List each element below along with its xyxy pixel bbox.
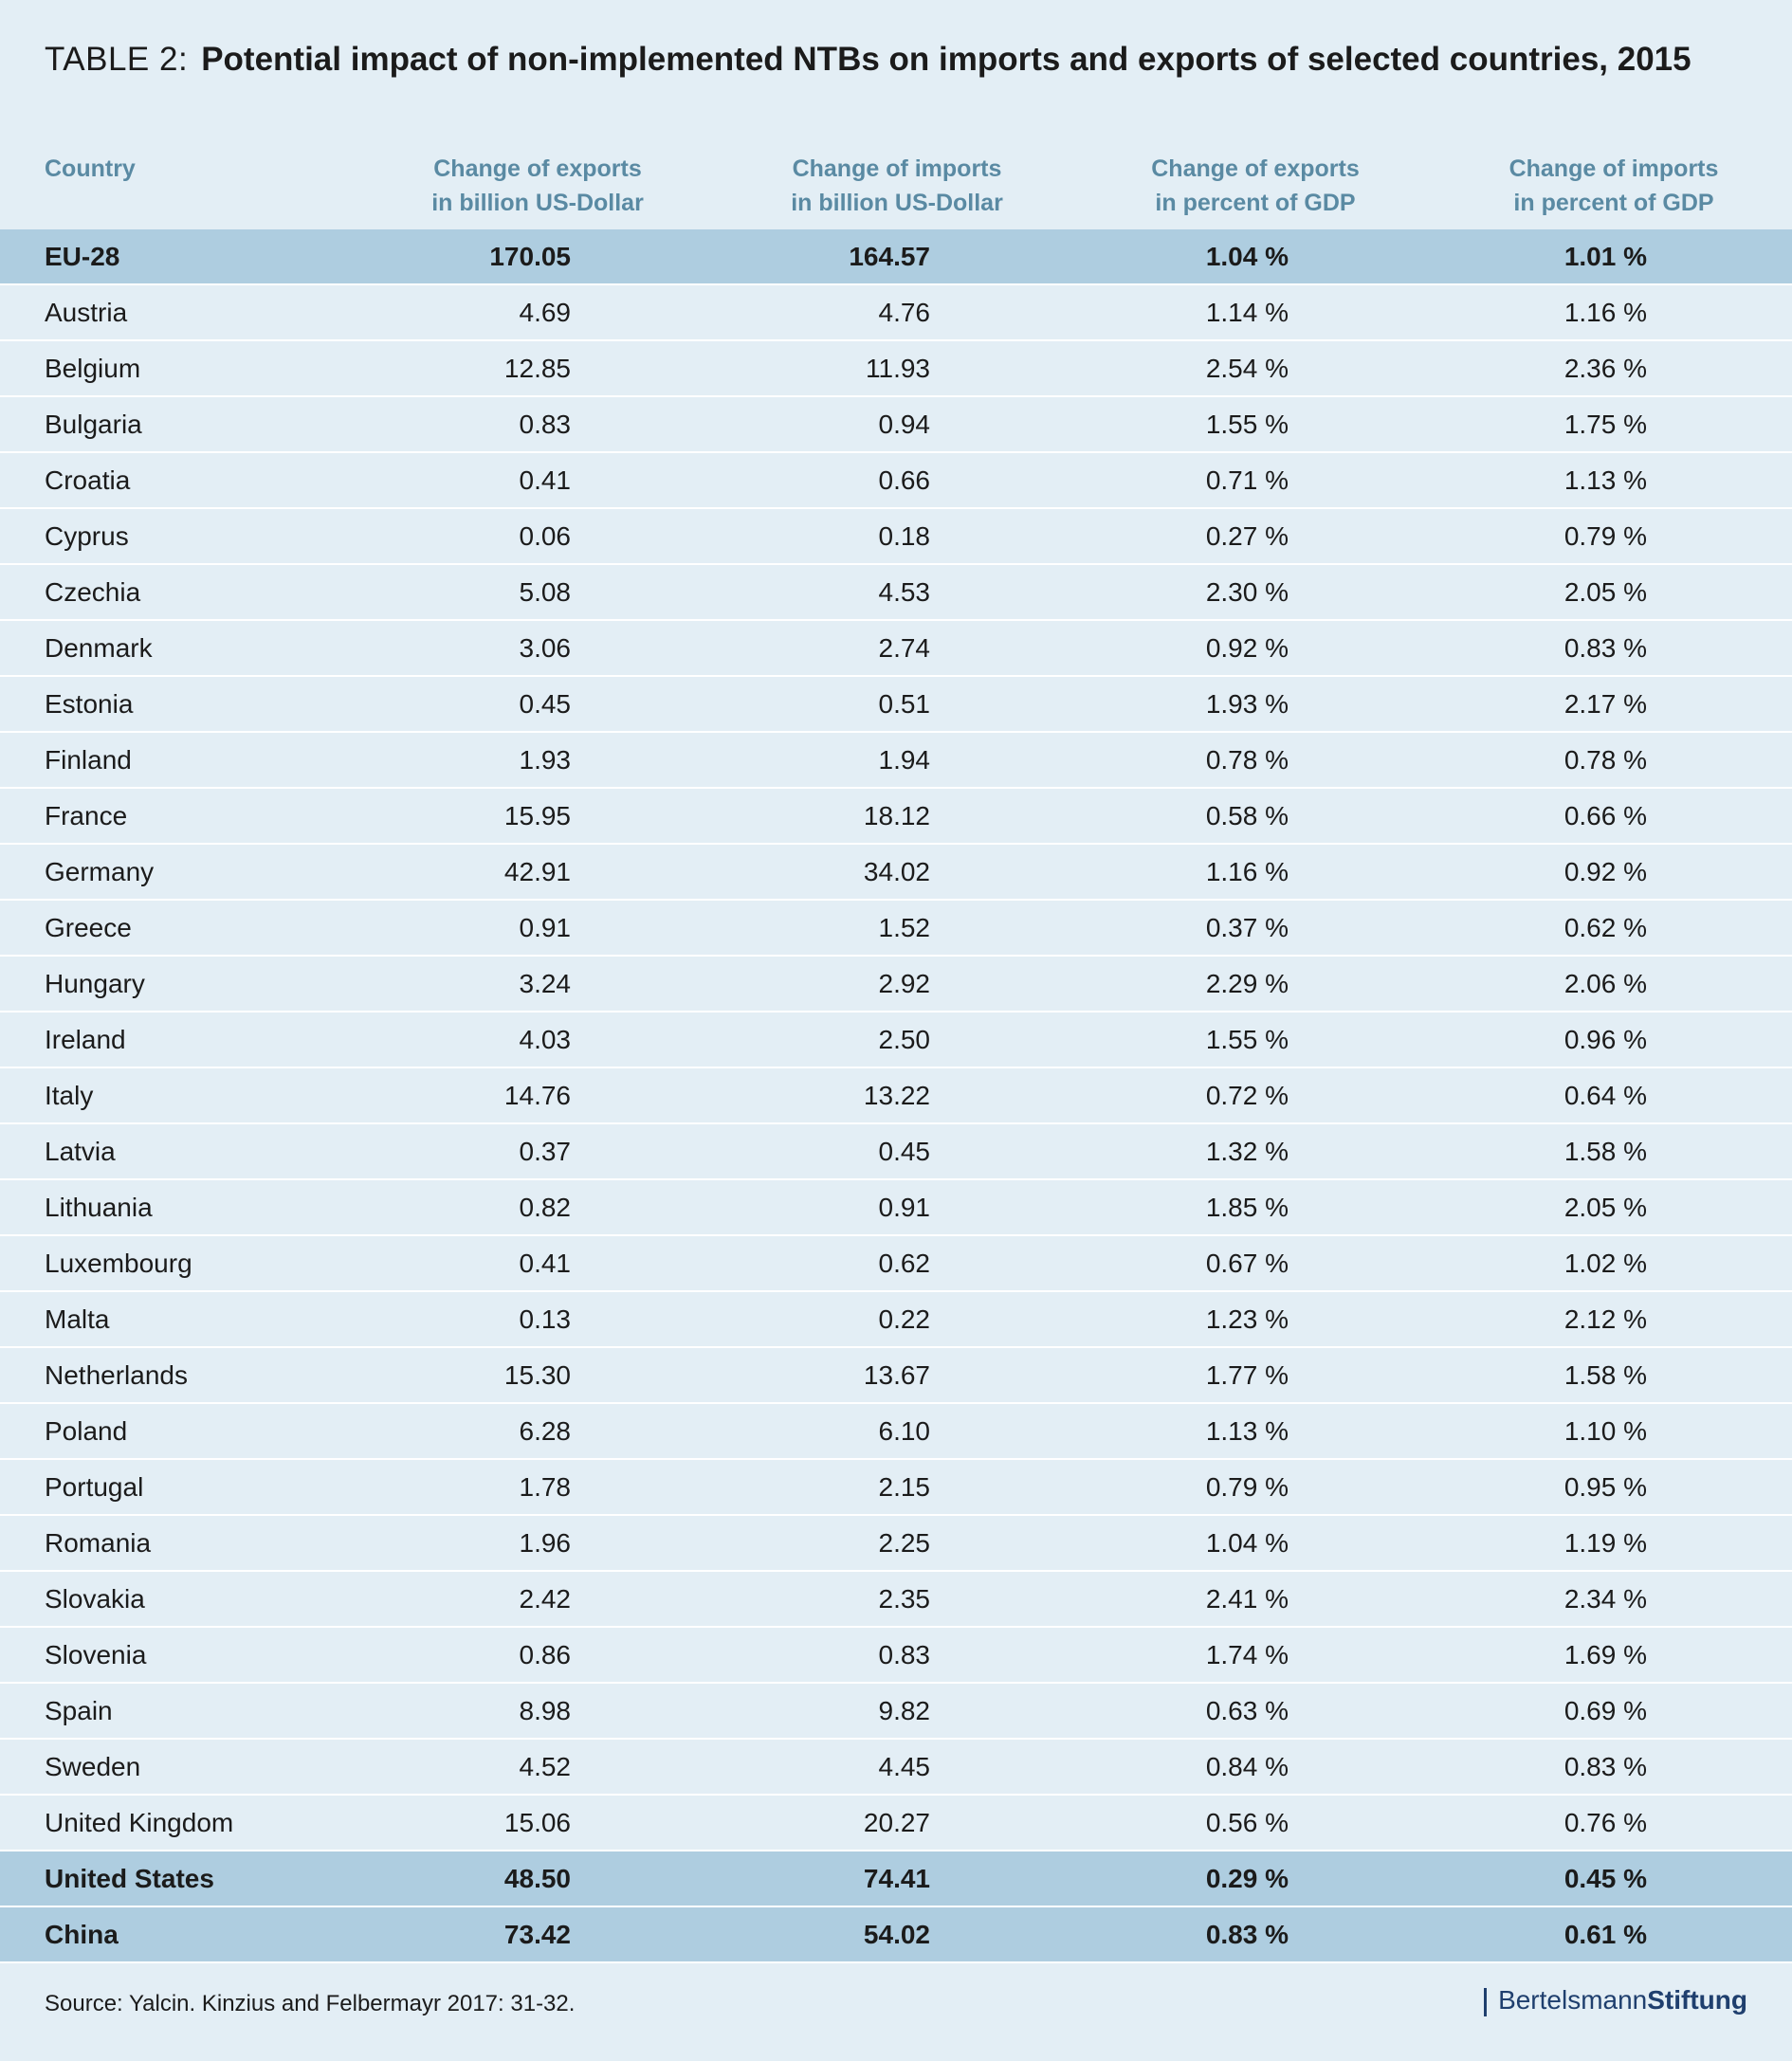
cell-imports-billion: 4.45 — [878, 1752, 930, 1781]
cell-country: China — [45, 1920, 119, 1949]
cell-exports-percent: 1.04 % — [1205, 1528, 1289, 1558]
cell-exports-percent: 0.92 % — [1205, 633, 1289, 663]
table-row — [0, 1068, 1792, 1124]
cell-exports-percent: 0.84 % — [1205, 1752, 1289, 1781]
table-row — [0, 565, 1792, 621]
cell-imports-percent: 2.34 % — [1563, 1584, 1647, 1614]
cell-exports-billion: 1.78 — [519, 1472, 571, 1502]
cell-exports-percent: 2.41 % — [1205, 1584, 1289, 1614]
cell-country: Finland — [45, 745, 132, 775]
cell-exports-billion: 5.08 — [519, 577, 571, 607]
cell-exports-percent: 1.32 % — [1205, 1137, 1289, 1166]
cell-imports-billion: 1.94 — [878, 745, 930, 775]
cell-imports-percent: 0.66 % — [1563, 801, 1647, 830]
table-row — [0, 229, 1792, 285]
cell-exports-billion: 0.41 — [519, 1249, 571, 1278]
cell-exports-percent: 1.55 % — [1205, 1025, 1289, 1054]
cell-exports-billion: 0.41 — [519, 465, 571, 495]
cell-imports-billion: 34.02 — [863, 857, 930, 886]
cell-imports-billion: 164.57 — [849, 242, 930, 271]
cell-country: Spain — [45, 1696, 113, 1725]
cell-country: Croatia — [45, 465, 131, 495]
cell-imports-billion: 1.52 — [878, 913, 930, 942]
cell-exports-percent: 0.58 % — [1205, 801, 1289, 830]
cell-imports-percent: 2.05 % — [1563, 577, 1647, 607]
cell-exports-percent: 0.27 % — [1205, 521, 1289, 551]
cell-exports-percent: 2.29 % — [1205, 969, 1289, 998]
cell-exports-billion: 4.69 — [519, 298, 571, 327]
table-row — [0, 1907, 1792, 1963]
cell-exports-billion: 170.05 — [489, 242, 571, 271]
cell-imports-billion: 0.62 — [878, 1249, 930, 1278]
logo-part1: Bertelsmann — [1498, 1985, 1648, 2015]
cell-country: Ireland — [45, 1025, 126, 1054]
cell-imports-billion: 4.76 — [878, 298, 930, 327]
cell-country: Portugal — [45, 1472, 144, 1502]
cell-exports-billion: 42.91 — [503, 857, 571, 886]
cell-imports-billion: 4.53 — [878, 577, 930, 607]
cell-country: Germany — [45, 857, 155, 886]
cell-imports-billion: 2.25 — [878, 1528, 930, 1558]
cell-country: Lithuania — [45, 1193, 153, 1222]
cell-exports-billion: 0.83 — [519, 410, 571, 439]
header-imports-billion-line2: in billion US-Dollar — [791, 190, 1003, 216]
table-row — [0, 1404, 1792, 1460]
cell-country: Bulgaria — [45, 410, 142, 439]
cell-exports-billion: 0.13 — [519, 1304, 571, 1334]
table-row — [0, 285, 1792, 341]
cell-exports-billion: 15.06 — [503, 1808, 571, 1837]
cell-imports-billion: 11.93 — [866, 354, 930, 383]
table-row — [0, 1124, 1792, 1180]
cell-exports-percent: 1.74 % — [1205, 1640, 1289, 1669]
logo-part2: Stiftung — [1647, 1985, 1747, 2015]
cell-exports-billion: 15.95 — [503, 801, 571, 830]
cell-exports-percent: 1.04 % — [1205, 242, 1289, 271]
cell-country: United Kingdom — [45, 1808, 234, 1837]
cell-imports-billion: 13.22 — [863, 1081, 930, 1110]
header-exports-percent — [1113, 152, 1398, 220]
table-row — [0, 1180, 1792, 1236]
table-header — [0, 142, 1792, 229]
table-row — [0, 1628, 1792, 1684]
cell-imports-billion: 2.92 — [878, 969, 930, 998]
cell-imports-billion: 74.41 — [863, 1864, 930, 1893]
cell-imports-billion: 0.91 — [878, 1193, 930, 1222]
cell-exports-percent: 0.37 % — [1205, 913, 1289, 942]
cell-exports-percent: 0.72 % — [1205, 1081, 1289, 1110]
cell-imports-percent: 1.75 % — [1563, 410, 1647, 439]
cell-country: Slovakia — [45, 1584, 145, 1614]
header-imports-billion — [755, 152, 1039, 220]
cell-imports-percent: 1.69 % — [1563, 1640, 1647, 1669]
cell-imports-percent: 0.61 % — [1563, 1920, 1647, 1949]
cell-imports-billion: 20.27 — [863, 1808, 930, 1837]
cell-country: Estonia — [45, 689, 134, 719]
cell-country: Slovenia — [45, 1640, 147, 1669]
header-imports-percent-line2: in percent of GDP — [1513, 190, 1714, 216]
cell-exports-percent: 1.14 % — [1205, 298, 1289, 327]
header-imports-billion-line1: Change of imports — [792, 155, 1002, 182]
cell-imports-percent: 0.64 % — [1563, 1081, 1647, 1110]
cell-exports-percent: 0.71 % — [1205, 465, 1289, 495]
cell-imports-billion: 0.45 — [878, 1137, 930, 1166]
cell-country: France — [45, 801, 128, 830]
cell-country: Czechia — [45, 577, 141, 607]
cell-imports-percent: 0.45 % — [1563, 1864, 1647, 1893]
cell-imports-billion: 18.12 — [863, 801, 930, 830]
cell-exports-billion: 8.98 — [519, 1696, 571, 1725]
cell-imports-percent: 0.96 % — [1563, 1025, 1647, 1054]
cell-country: Austria — [45, 298, 128, 327]
cell-exports-billion: 0.86 — [519, 1640, 571, 1669]
cell-exports-percent: 0.67 % — [1205, 1249, 1289, 1278]
bertelsmann-stiftung-logo — [1484, 1985, 1747, 2016]
cell-imports-percent: 1.16 % — [1563, 298, 1647, 327]
cell-imports-percent: 2.06 % — [1563, 969, 1647, 998]
cell-country: Greece — [45, 913, 132, 942]
cell-exports-percent: 0.78 % — [1205, 745, 1289, 775]
table-row — [0, 901, 1792, 957]
cell-imports-billion: 13.67 — [863, 1360, 930, 1390]
cell-country: Denmark — [45, 633, 153, 663]
title-text: Potential impact of non-implemented NTBs on imports and exports of selected countries, 2015 — [201, 41, 1691, 78]
cell-exports-percent: 1.13 % — [1205, 1416, 1289, 1446]
cell-imports-percent: 0.79 % — [1563, 521, 1647, 551]
cell-imports-billion: 9.82 — [878, 1696, 930, 1725]
header-imports-percent-line1: Change of imports — [1509, 155, 1719, 182]
cell-exports-percent: 0.83 % — [1205, 1920, 1289, 1949]
cell-imports-billion: 0.18 — [878, 521, 930, 551]
cell-imports-percent: 1.01 % — [1563, 242, 1647, 271]
source-note: Source: Yalcin. Kinzius and Felbermayr 2017: 31-32. — [45, 1991, 576, 2016]
cell-exports-percent: 0.79 % — [1205, 1472, 1289, 1502]
cell-imports-billion: 0.51 — [878, 689, 930, 719]
table-row — [0, 621, 1792, 677]
cell-exports-billion: 2.42 — [519, 1584, 571, 1614]
header-exports-billion-line2: in billion US-Dollar — [431, 190, 644, 216]
cell-exports-percent: 0.29 % — [1205, 1864, 1289, 1893]
cell-imports-percent: 0.62 % — [1563, 913, 1647, 942]
cell-imports-percent: 1.58 % — [1563, 1360, 1647, 1390]
cell-exports-percent: 1.77 % — [1205, 1360, 1289, 1390]
table-row — [0, 509, 1792, 565]
cell-exports-percent: 1.16 % — [1205, 857, 1289, 886]
table-row — [0, 1684, 1792, 1740]
table-row — [0, 1236, 1792, 1292]
cell-exports-billion: 15.30 — [503, 1360, 571, 1390]
cell-imports-billion: 2.35 — [878, 1584, 930, 1614]
table-row — [0, 1348, 1792, 1404]
cell-country: United States — [45, 1864, 214, 1893]
cell-country: Latvia — [45, 1137, 116, 1166]
table-row — [0, 677, 1792, 733]
cell-exports-percent: 1.93 % — [1205, 689, 1289, 719]
table-body — [0, 229, 1792, 1963]
cell-exports-billion: 14.76 — [503, 1081, 571, 1110]
table-row — [0, 789, 1792, 845]
header-exports-billion-line1: Change of exports — [433, 155, 642, 182]
cell-exports-billion: 0.45 — [519, 689, 571, 719]
table-row — [0, 1292, 1792, 1348]
cell-exports-billion: 6.28 — [519, 1416, 571, 1446]
cell-country: Luxembourg — [45, 1249, 192, 1278]
cell-imports-billion: 0.83 — [878, 1640, 930, 1669]
header-exports-percent-line2: in percent of GDP — [1155, 190, 1356, 216]
cell-exports-billion: 4.52 — [519, 1752, 571, 1781]
cell-exports-percent: 0.63 % — [1205, 1696, 1289, 1725]
cell-exports-billion: 3.24 — [519, 969, 571, 998]
cell-exports-percent: 1.85 % — [1205, 1193, 1289, 1222]
cell-country: Hungary — [45, 969, 145, 998]
cell-imports-percent: 0.95 % — [1563, 1472, 1647, 1502]
cell-country: Poland — [45, 1416, 128, 1446]
table-row — [0, 1012, 1792, 1068]
cell-imports-percent: 1.13 % — [1563, 465, 1647, 495]
table-row — [0, 957, 1792, 1012]
cell-imports-billion: 0.66 — [878, 465, 930, 495]
cell-imports-billion: 2.50 — [878, 1025, 930, 1054]
cell-exports-billion: 12.85 — [503, 354, 571, 383]
cell-imports-percent: 2.17 % — [1563, 689, 1647, 719]
cell-exports-percent: 2.54 % — [1205, 354, 1289, 383]
header-country: Country — [45, 155, 136, 182]
cell-exports-billion: 1.93 — [519, 745, 571, 775]
data-table — [0, 142, 1792, 1963]
cell-exports-billion: 4.03 — [519, 1025, 571, 1054]
cell-exports-billion: 0.91 — [519, 913, 571, 942]
cell-exports-percent: 2.30 % — [1205, 577, 1289, 607]
logo-bar — [1484, 1988, 1487, 2016]
cell-imports-percent: 1.10 % — [1563, 1416, 1647, 1446]
table-row — [0, 1796, 1792, 1851]
cell-imports-billion: 0.94 — [878, 410, 930, 439]
cell-exports-percent: 0.56 % — [1205, 1808, 1289, 1837]
cell-imports-percent: 0.83 % — [1563, 633, 1647, 663]
cell-exports-billion: 73.42 — [503, 1920, 571, 1949]
cell-imports-percent: 0.69 % — [1563, 1696, 1647, 1725]
header-imports-percent — [1472, 152, 1756, 220]
cell-country: Netherlands — [45, 1360, 188, 1390]
cell-imports-percent: 2.05 % — [1563, 1193, 1647, 1222]
cell-imports-billion: 6.10 — [878, 1416, 930, 1446]
table-row — [0, 733, 1792, 789]
cell-exports-percent: 1.23 % — [1205, 1304, 1289, 1334]
cell-exports-billion: 3.06 — [519, 633, 571, 663]
table-row — [0, 1851, 1792, 1907]
table-row — [0, 1572, 1792, 1628]
cell-country: Malta — [45, 1304, 110, 1334]
cell-country: Belgium — [45, 354, 141, 383]
table-row — [0, 341, 1792, 397]
cell-country: Romania — [45, 1528, 152, 1558]
table-row — [0, 397, 1792, 453]
cell-exports-percent: 1.55 % — [1205, 410, 1289, 439]
header-exports-percent-line1: Change of exports — [1151, 155, 1360, 182]
cell-exports-billion: 0.06 — [519, 521, 571, 551]
table-row — [0, 1516, 1792, 1572]
title-prefix: TABLE 2: — [45, 41, 189, 78]
cell-imports-percent: 0.76 % — [1563, 1808, 1647, 1837]
cell-imports-percent: 1.58 % — [1563, 1137, 1647, 1166]
cell-imports-percent: 1.02 % — [1563, 1249, 1647, 1278]
cell-country: Cyprus — [45, 521, 129, 551]
table-row — [0, 1460, 1792, 1516]
cell-exports-billion: 1.96 — [519, 1528, 571, 1558]
cell-imports-percent: 0.78 % — [1563, 745, 1647, 775]
cell-imports-percent: 2.36 % — [1563, 354, 1647, 383]
cell-imports-billion: 2.74 — [878, 633, 930, 663]
table-row — [0, 1740, 1792, 1796]
cell-imports-percent: 1.19 % — [1563, 1528, 1647, 1558]
cell-exports-billion: 48.50 — [503, 1864, 571, 1893]
cell-imports-percent: 0.92 % — [1563, 857, 1647, 886]
table-title — [45, 36, 1691, 83]
header-exports-billion — [395, 152, 680, 220]
cell-imports-percent: 0.83 % — [1563, 1752, 1647, 1781]
cell-country: EU-28 — [45, 242, 120, 271]
cell-imports-percent: 2.12 % — [1563, 1304, 1647, 1334]
cell-country: Sweden — [45, 1752, 141, 1781]
cell-imports-billion: 0.22 — [878, 1304, 930, 1334]
cell-imports-billion: 2.15 — [878, 1472, 930, 1502]
cell-imports-billion: 54.02 — [863, 1920, 930, 1949]
cell-exports-billion: 0.82 — [519, 1193, 571, 1222]
table-row — [0, 453, 1792, 509]
table-row — [0, 845, 1792, 901]
cell-country: Italy — [45, 1081, 94, 1110]
cell-exports-billion: 0.37 — [519, 1137, 571, 1166]
